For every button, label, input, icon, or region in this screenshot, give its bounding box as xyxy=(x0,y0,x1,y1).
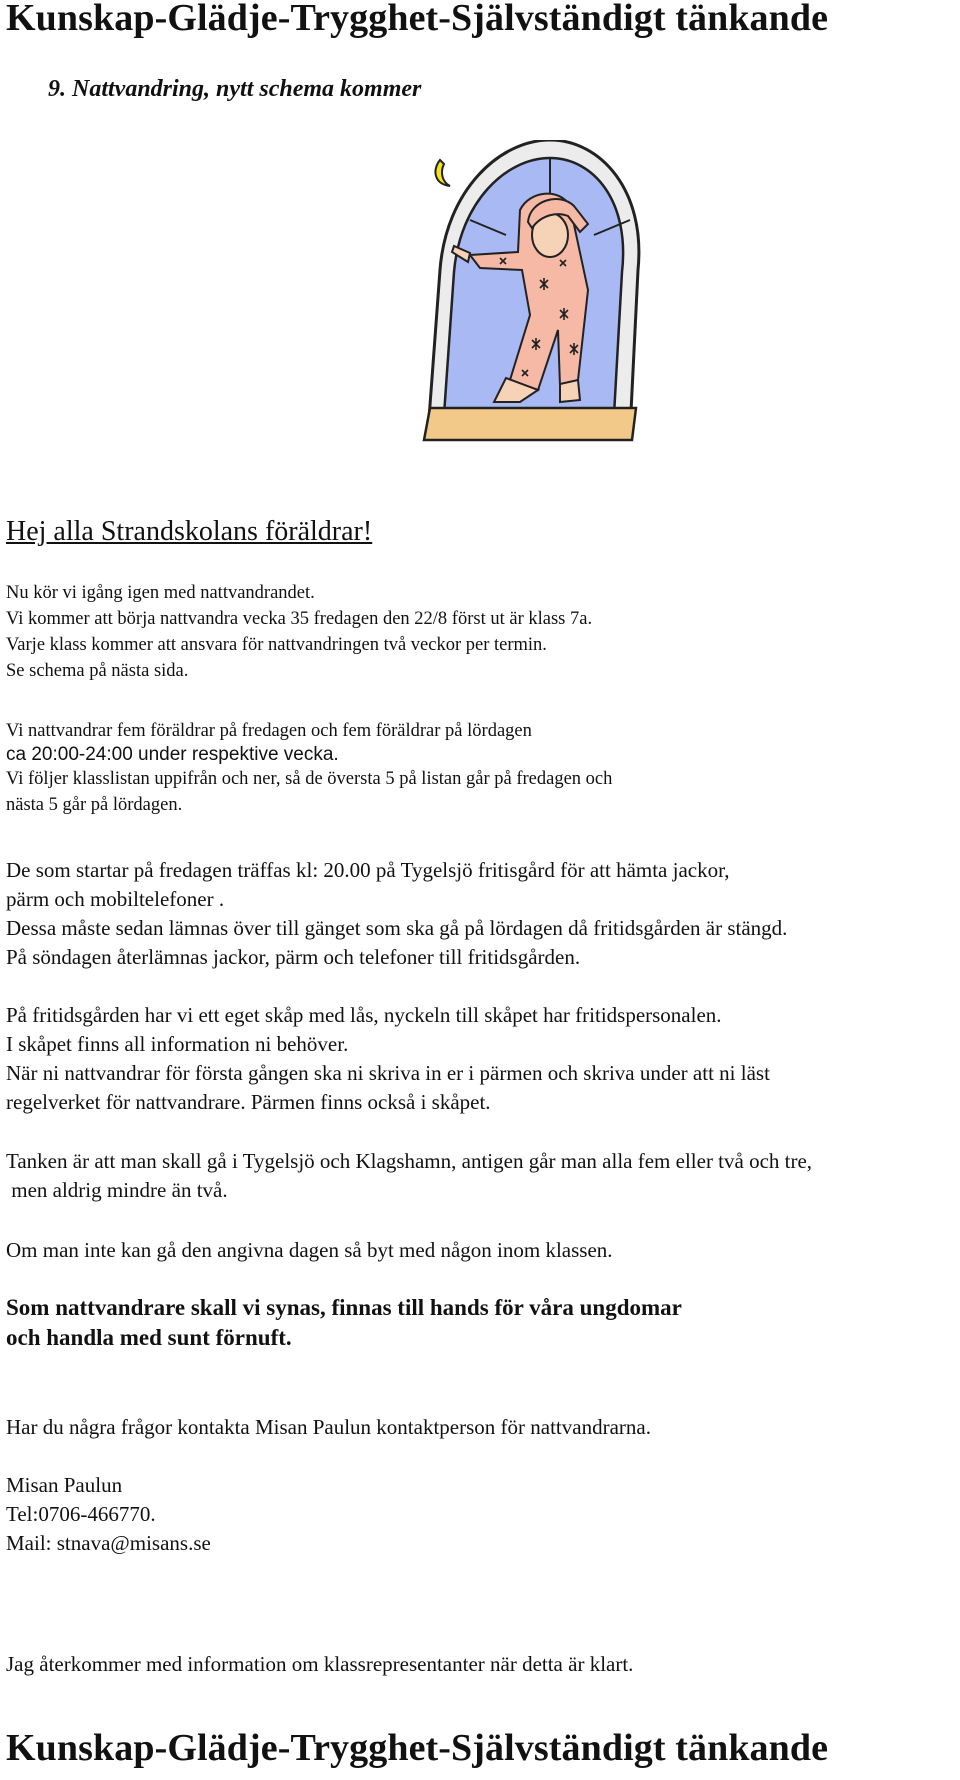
intro-paragraph xyxy=(6,580,592,684)
route-line: Tanken är att man skall gå i Tygelsjö och Klagshamn, antigen går man alla fem eller två och tre, xyxy=(6,1149,813,1173)
motto-line: Som nattvandrare skall vi synas, finnas till hands för våra ungdomar xyxy=(6,1295,682,1320)
route-line: men aldrig mindre än två. xyxy=(6,1178,228,1202)
schedule-line: Vi nattvandrar fem föräldrar på fredagen och fem föräldrar på lördagen xyxy=(6,721,532,741)
route-paragraph xyxy=(6,1147,812,1205)
contact-phone: Tel:0706-466770. xyxy=(6,1502,156,1526)
contact-question: Har du några frågor kontakta Misan Paulun kontaktperson för nattvandrarna. xyxy=(6,1415,651,1439)
contact-block xyxy=(6,1471,211,1558)
schedule-line: nästa 5 går på lördagen. xyxy=(6,795,183,815)
contact-mail: Mail: stnava@misans.se xyxy=(6,1531,211,1555)
motto-line: och handla med sunt förnuft. xyxy=(6,1325,292,1350)
locker-line: regelverket för nattvandrare. Pärmen finns också i skåpet. xyxy=(6,1090,491,1114)
closing-note: Jag återkommer med information om klassrepresentanter när detta är klart. xyxy=(6,1652,634,1676)
motto-paragraph xyxy=(6,1293,682,1353)
moon-icon xyxy=(435,160,450,186)
locker-paragraph xyxy=(6,1001,770,1117)
intro-line: Varje klass kommer att ansvara för nattvandringen två veckor per termin. xyxy=(6,635,547,655)
intro-line: Vi kommer att börja nattvandra vecka 35 fredagen den 22/8 först ut är klass 7a. xyxy=(6,609,593,629)
contact-name: Misan Paulun xyxy=(6,1473,123,1497)
locker-line: På fritidsgården har vi ett eget skåp med lås, nyckeln till skåpet har fritidspersonalen. xyxy=(6,1003,722,1027)
header-banner: Kunskap-Glädje-Trygghet-Självständigt tänkande xyxy=(6,0,829,39)
meeting-line: På söndagen återlämnas jackor, pärm och telefoner till fritidsgården. xyxy=(6,945,581,969)
intro-line: Nu kör vi igång igen med nattvandrandet. xyxy=(6,583,315,603)
schedule-line: Vi följer klasslistan uppifrån och ner, så de översta 5 på listan går på fredagen och xyxy=(6,769,613,789)
greeting: Hej alla Strandskolans föräldrar! xyxy=(6,516,373,547)
meeting-line: pärm och mobiltelefoner . xyxy=(6,887,225,911)
meeting-line: Dessa måste sedan lämnas över till gänget som ska gå på lördagen då fritidsgården är stängd. xyxy=(6,916,788,940)
schedule-paragraph xyxy=(6,718,612,818)
meeting-paragraph xyxy=(6,856,787,972)
sleepwalker-in-window-illustration xyxy=(410,140,660,460)
locker-line: När ni nattvandrar för första gången ska ni skriva in er i pärmen och skriva under att ni läst xyxy=(6,1061,770,1085)
footer-banner: Kunskap-Glädje-Trygghet-Självständigt tänkande xyxy=(6,1727,829,1769)
schedule-time: ca 20:00-24:00 under respektive vecka. xyxy=(6,744,339,765)
swap-paragraph: Om man inte kan gå den angivna dagen så byt med någon inom klassen. xyxy=(6,1238,613,1262)
meeting-line: De som startar på fredagen träffas kl: 20.00 på Tygelsjö fritisgård för att hämta jackor, xyxy=(6,858,730,882)
intro-line: Se schema på nästa sida. xyxy=(6,661,189,681)
section-title: 9. Nattvandring, nytt schema kommer xyxy=(48,76,422,102)
locker-line: I skåpet finns all information ni behöver. xyxy=(6,1032,349,1056)
